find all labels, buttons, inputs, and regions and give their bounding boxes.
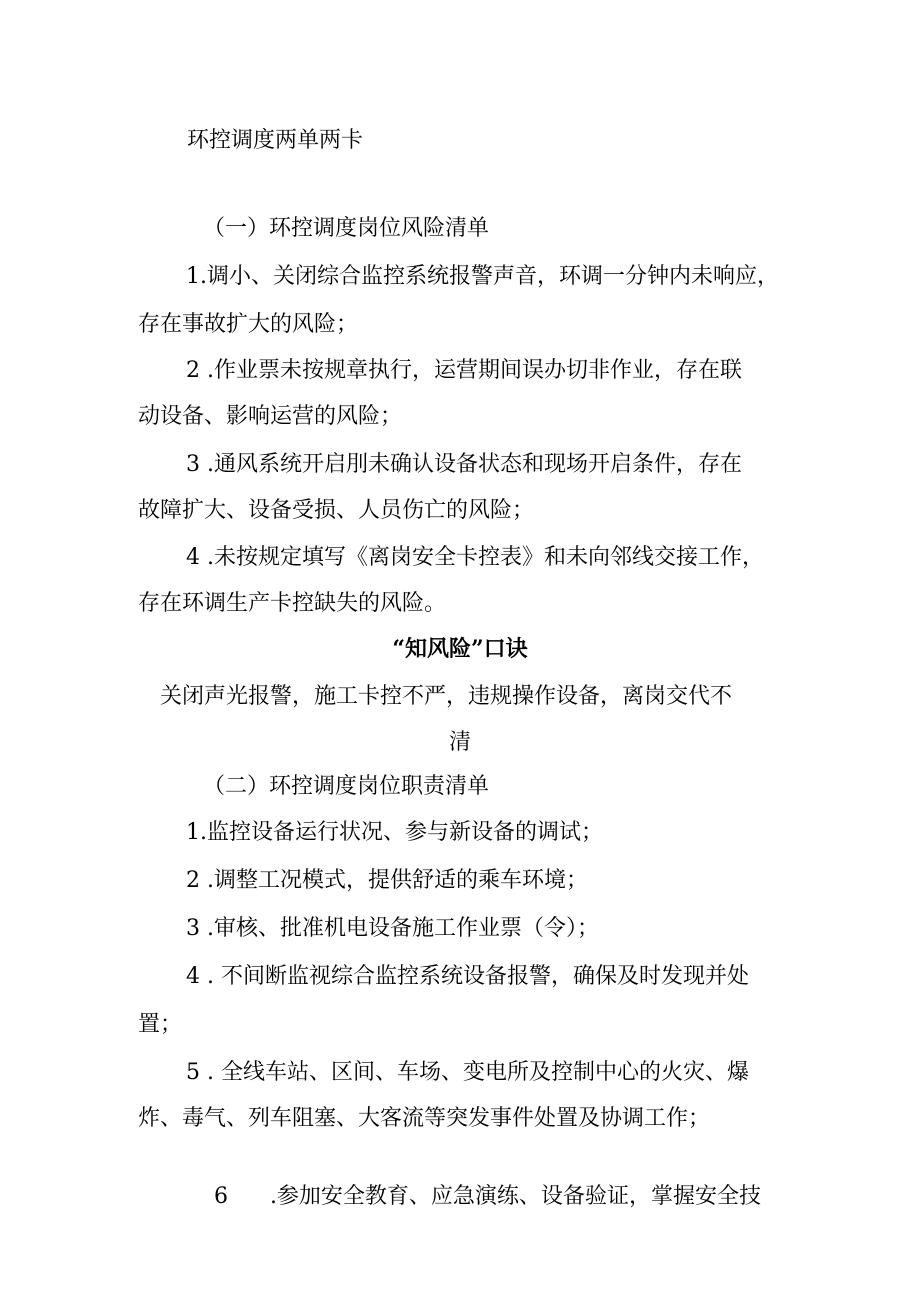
risk-item-2-line-2: 动设备、影响运营的风险； [138, 404, 403, 429]
duty-item-6-line-1 [186, 1152, 761, 1242]
risk-item-4-number: 4 [186, 545, 200, 570]
duty-item-4-line-1 [186, 962, 749, 992]
risk-item-3-line-1 [186, 450, 742, 480]
duty-item-1-text-1: .监控设备运行状况、参与新设备的调试； [200, 820, 603, 845]
risk-item-3-line-2: 故障扩大、设备受损、人员伤亡的风险； [138, 498, 535, 523]
duty-item-4-text-1: . 不间断监视综合监控系统设备报警，确保及时发现并处 [200, 964, 749, 989]
risk-item-2-number: 2 [186, 358, 200, 383]
risk-item-1-number: 1 [186, 264, 200, 289]
risk-item-4-line-1 [186, 543, 764, 573]
duty-item-3-text-1: .审核、批准机电设备施工作业票（令）； [200, 916, 599, 941]
risk-item-1-line-1 [186, 262, 779, 292]
duty-item-6-text-1: .参加安全教育、应急演练、设备验证，掌握安全技 [227, 1184, 761, 1209]
document-title: 环控调度两单两卡 [187, 128, 364, 153]
mnemonic-line-2: 清 [448, 730, 471, 755]
risk-item-4-text-1: .未按规定填写《离岗安全卡控表》和未向邻线交接工作， [200, 545, 764, 570]
duty-item-4-line-2: 置； [138, 1012, 183, 1037]
duty-item-2-line-1 [186, 866, 588, 896]
duty-item-6-number: 6 [213, 1184, 228, 1209]
risk-item-2-text-1: .作业票未按规章执行，运营期间误办切非作业，存在联 [200, 358, 742, 383]
duty-item-3-number: 3 [186, 916, 200, 941]
duty-item-2-text-1: .调整工况模式，提供舒适的乘车环境； [200, 868, 588, 893]
duty-item-5-number: 5 [186, 1060, 200, 1085]
mnemonic-heading: “知风险”口诀 [392, 636, 528, 662]
duty-item-4-number: 4 [186, 964, 200, 989]
section-1-heading: （一）环控调度岗位风险清单 [203, 216, 490, 241]
risk-item-1-line-2: 存在事故扩大的风险； [138, 312, 359, 337]
risk-item-4-line-2: 存在环调生产卡控缺失的风险。 [138, 591, 447, 616]
risk-item-3-number: 3 [186, 452, 200, 477]
risk-item-1-text-1: .调小、关闭综合监控系统报警声音，环调一分钟内未响应， [200, 264, 779, 289]
risk-item-2-line-1 [186, 356, 742, 386]
duty-item-5-line-1 [186, 1058, 749, 1088]
duty-item-1-line-1 [186, 818, 603, 848]
duty-item-5-line-2: 炸、毒气、列车阻塞、大客流等突发事件处置及协调工作； [138, 1106, 711, 1131]
risk-item-3-text-1: .通风系统开启刖未确认设备状态和现场开启条件，存在 [200, 452, 742, 477]
duty-item-3-line-1 [186, 914, 599, 944]
duty-item-1-number: 1 [186, 820, 200, 845]
mnemonic-line-1: 关闭声光报警，施工卡控不严，违规操作设备，离岗交代不 [160, 684, 733, 709]
duty-item-5-text-1: . 全线车站、区间、车场、变电所及控制中心的火灾、爆 [200, 1060, 749, 1085]
section-2-heading: （二）环控调度岗位职责清单 [203, 774, 490, 799]
duty-item-2-number: 2 [186, 868, 200, 893]
